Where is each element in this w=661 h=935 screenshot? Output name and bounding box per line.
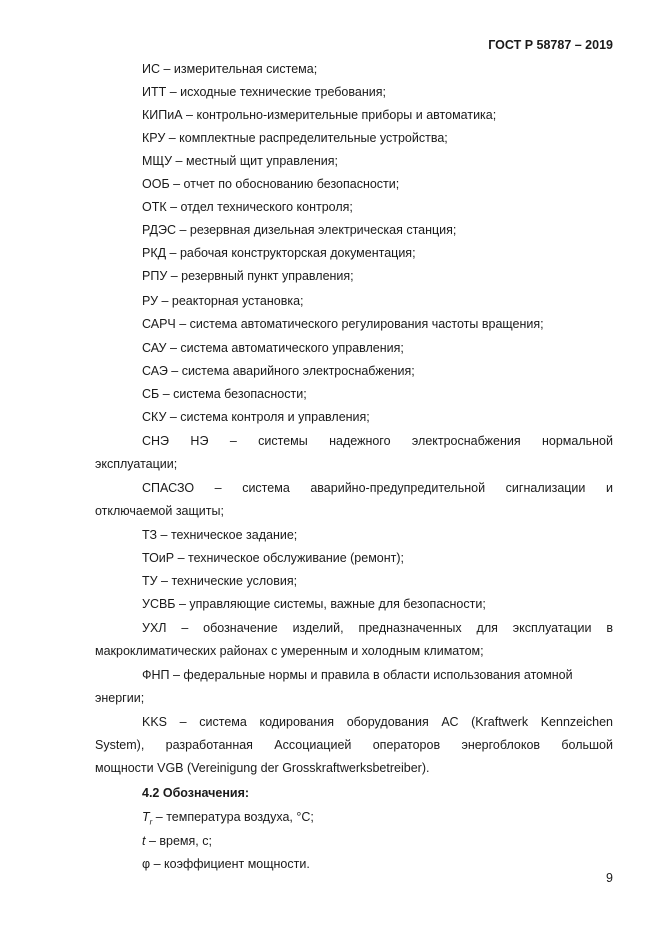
- symbol-line: [142, 857, 310, 871]
- uhl-line-1: [142, 621, 613, 635]
- word: для: [476, 621, 498, 635]
- sne-line-2: эксплуатации;: [95, 457, 178, 471]
- symbol-line: [142, 810, 314, 827]
- abbr-line: МЩУ – местный щит управления;: [142, 154, 338, 168]
- word: надежного: [329, 434, 391, 448]
- word: в: [606, 621, 613, 635]
- word: эксплуатации: [512, 621, 592, 635]
- fnp-line-2: энергии;: [95, 691, 145, 705]
- word: разработанная: [165, 738, 253, 752]
- abbr-line: СБ – система безопасности;: [142, 387, 307, 401]
- sne-line-1: [142, 434, 613, 448]
- spaszo-line-1: [142, 481, 613, 495]
- word: предназначенных: [358, 621, 462, 635]
- page-number: 9: [606, 871, 613, 885]
- symbol-text: – температура воздуха, °C;: [152, 810, 314, 824]
- abbr-line: РУ – реакторная установка;: [142, 294, 304, 308]
- abbr-line: СКУ – система контроля и управления;: [142, 410, 370, 424]
- section-heading: 4.2 Обозначения:: [142, 786, 250, 800]
- abbr-line: ООБ – отчет по обоснованию безопасности;: [142, 177, 400, 191]
- symbol-subscript: r: [149, 817, 153, 827]
- word: Ассоциацией: [274, 738, 352, 752]
- abbr-line: РДЭС – резервная дизельная электрическая станция;: [142, 223, 457, 237]
- abbr-line: ОТК – отдел технического контроля;: [142, 200, 353, 214]
- abbr-line: САРЧ – система автоматического регулирования частоты вращения;: [142, 317, 544, 331]
- word: УХЛ: [142, 621, 167, 635]
- word: системы: [258, 434, 308, 448]
- word: электроснабжения: [411, 434, 521, 448]
- word: KKS: [142, 715, 168, 729]
- uhl-line-2: макроклиматических районах с умеренным и холодным климатом;: [95, 644, 484, 658]
- word: система: [199, 715, 247, 729]
- symbol-text: – время, с;: [145, 834, 212, 848]
- word: –: [229, 434, 237, 448]
- word: обозначение: [203, 621, 278, 635]
- word: АС: [441, 715, 459, 729]
- word: –: [214, 481, 222, 495]
- word: Kennzeichen: [540, 715, 613, 729]
- abbr-line: ТОиР – техническое обслуживание (ремонт);: [142, 551, 404, 565]
- document-header: ГОСТ Р 58787 – 2019: [488, 38, 613, 52]
- symbol: t: [142, 834, 146, 848]
- kks-line-2: [95, 738, 613, 752]
- abbr-line: САУ – система автоматического управления;: [142, 341, 404, 355]
- abbr-line: ТЗ – техническое задание;: [142, 528, 298, 542]
- abbr-line: САЭ – система аварийного электроснабжения;: [142, 364, 415, 378]
- abbr-line: КРУ – комплектные распределительные устройства;: [142, 131, 448, 145]
- abbr-line: РКД – рабочая конструкторская документация;: [142, 246, 416, 260]
- word: большой: [561, 738, 613, 752]
- kks-line-3: мощности VGB (Vereinigung der Grosskraftwerksbetreiber).: [95, 761, 430, 775]
- abbr-line: ТУ – технические условия;: [142, 574, 298, 588]
- abbr-line: ИТТ – исходные технические требования;: [142, 85, 386, 99]
- symbol: φ: [142, 857, 151, 871]
- symbol-line: [142, 834, 212, 848]
- word: кодирования: [259, 715, 335, 729]
- word: энергоблоков: [461, 738, 541, 752]
- kks-line-1: [142, 715, 613, 729]
- word: оборудования: [346, 715, 429, 729]
- fnp-line-1: ФНП – федеральные нормы и правила в области использования атомной: [142, 668, 573, 682]
- word: НЭ: [190, 434, 209, 448]
- abbr-line: КИПиА – контрольно-измерительные приборы и автоматика;: [142, 108, 497, 122]
- word: изделий,: [292, 621, 344, 635]
- abbr-line: РПУ – резервный пункт управления;: [142, 269, 354, 283]
- symbol-text: – коэффициент мощности.: [150, 857, 310, 871]
- word: операторов: [372, 738, 441, 752]
- word: СПАСЗО: [142, 481, 195, 495]
- symbol: T: [142, 810, 150, 824]
- word: система: [242, 481, 290, 495]
- word: и: [605, 481, 613, 495]
- spaszo-line-2: отключаемой защиты;: [95, 504, 224, 518]
- word: –: [181, 621, 189, 635]
- abbr-line: УСВБ – управляющие системы, важные для безопасности;: [142, 597, 486, 611]
- word: System),: [95, 738, 145, 752]
- abbr-line: ИС – измерительная система;: [142, 62, 318, 76]
- word: –: [179, 715, 187, 729]
- word: нормальной: [541, 434, 613, 448]
- word: сигнализации: [505, 481, 586, 495]
- word: СНЭ: [142, 434, 170, 448]
- word: (Kraftwerk: [471, 715, 529, 729]
- word: аварийно-предупредительной: [310, 481, 486, 495]
